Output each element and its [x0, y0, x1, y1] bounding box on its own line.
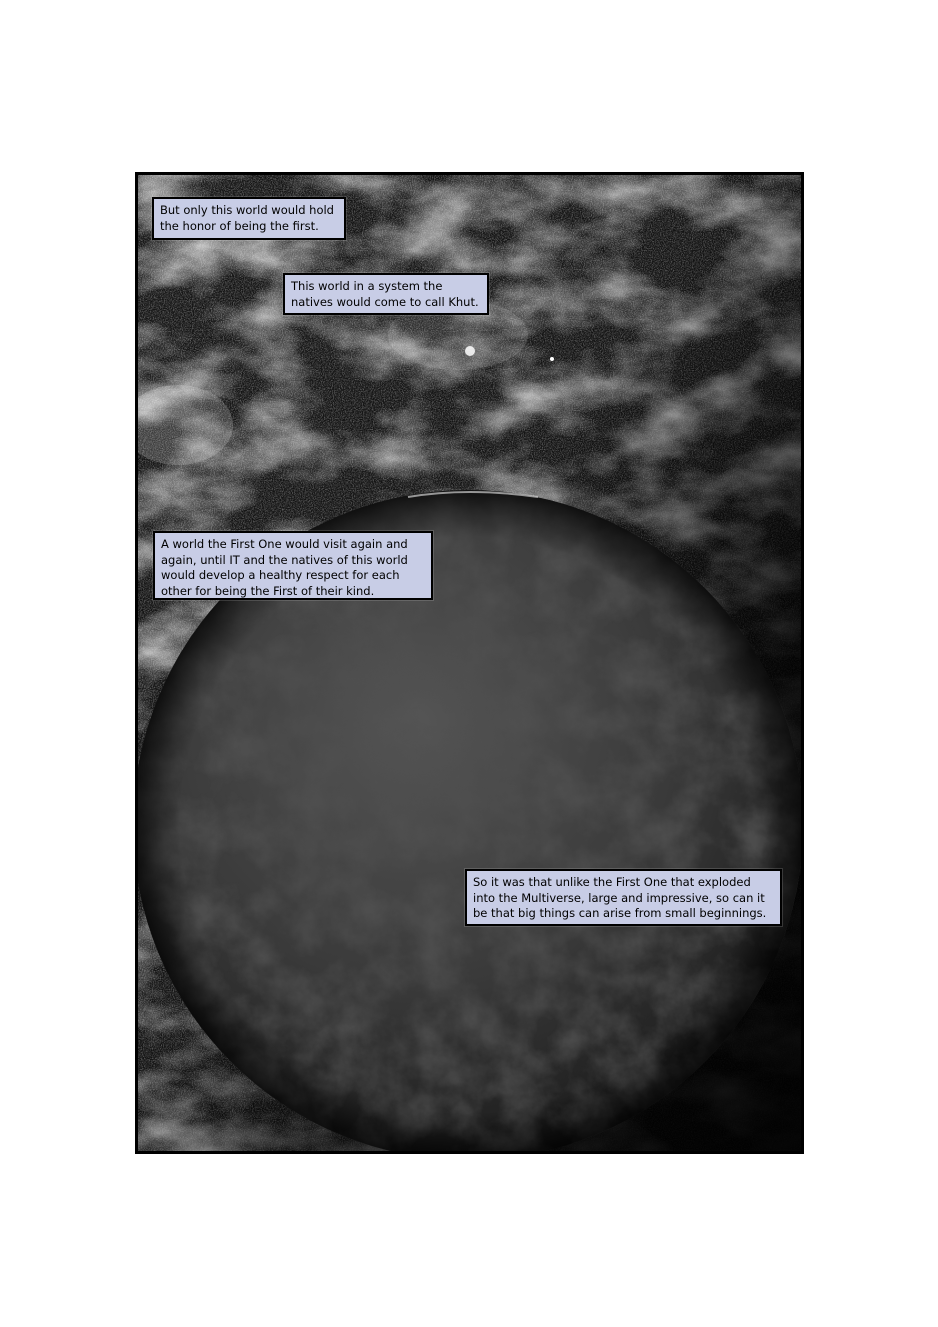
comic-panel — [135, 172, 804, 1154]
space-scene-illustration — [138, 175, 801, 1151]
narration-caption-1: But only this world would hold the honor of being the first. — [152, 197, 346, 240]
narration-caption-4: So it was that unlike the First One that exploded into the Multiverse, large and impressive, so can it be that big things can arise from small beginnings. — [465, 869, 782, 926]
narration-caption-2: This world in a system the natives would come to call Khut. — [283, 273, 489, 315]
narration-caption-3: A world the First One would visit again and again, until IT and the natives of this world would develop a healthy respect for each other for being the First of their kind. — [153, 531, 433, 600]
